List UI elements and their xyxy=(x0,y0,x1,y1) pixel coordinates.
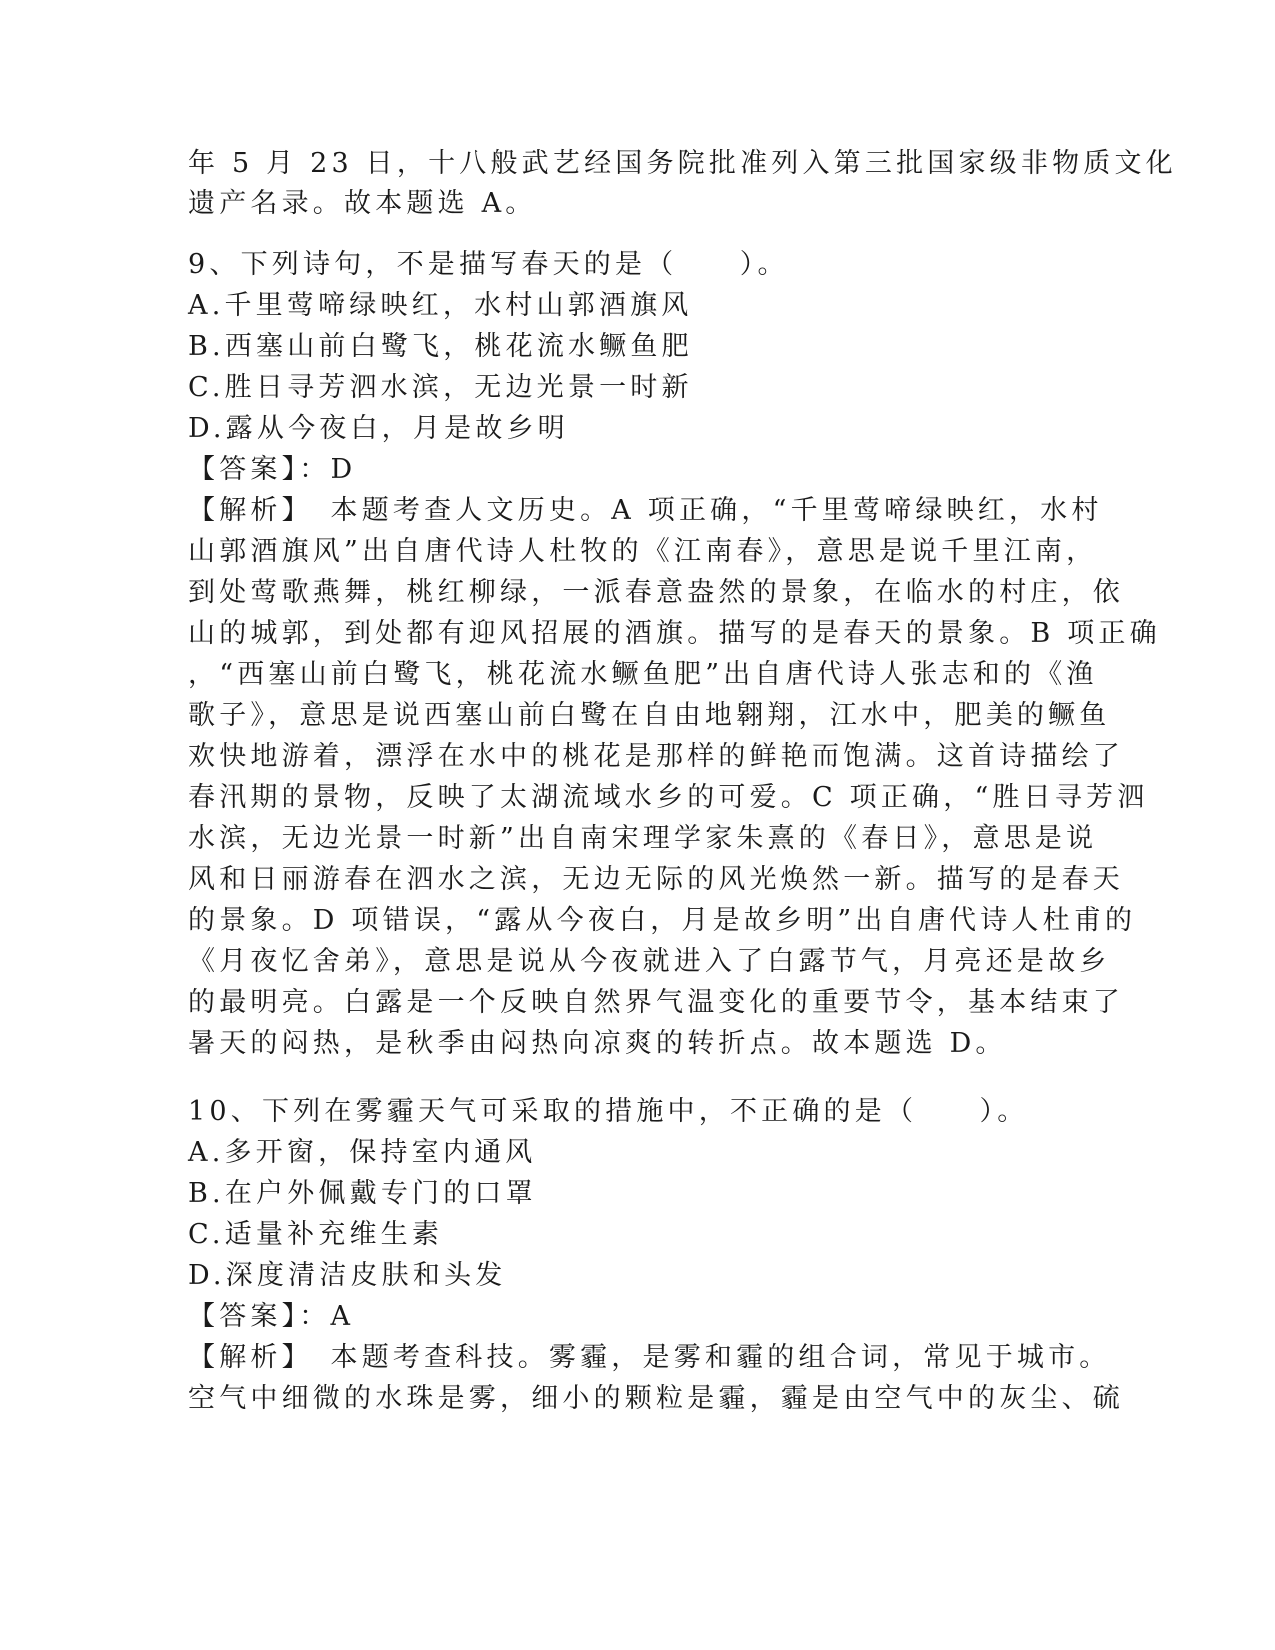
text-line: 山郭酒旗风”出自唐代诗人杜牧的《江南春》，意思是说千里江南， xyxy=(188,536,1098,567)
question-10-option-d: D.深度清洁皮肤和头发 xyxy=(188,1260,507,1291)
text-line: 风和日丽游春在泗水之滨，无边无际的风光焕然一新。描写的是春天 xyxy=(188,864,1124,895)
text-line: 水滨，无边光景一时新”出自南宋理学家朱熹的《春日》，意思是说 xyxy=(188,823,1098,854)
question-10-option-b: B.在户外佩戴专门的口罩 xyxy=(188,1178,537,1209)
question-10-explanation: 【解析】 本题考查科技。雾霾，是雾和霾的组合词，常见于城市。 xyxy=(188,1342,1111,1373)
text-line: 暑天的闷热，是秋季由闷热向凉爽的转折点。故本题选 D。 xyxy=(188,1028,1007,1059)
text-line: 歌子》，意思是说西塞山前白鹭在自由地翱翔，江水中，肥美的鳜鱼 xyxy=(188,700,1111,731)
text-line: ，“西塞山前白鹭飞，桃花流水鳜鱼肥”出自唐代诗人张志和的《渔 xyxy=(188,659,1098,690)
text-line: 山的城郭，到处都有迎风招展的酒旗。描写的是春天的景象。B 项正确 xyxy=(188,618,1161,649)
question-9-option-c: C.胜日寻芳泗水滨，无边光景一时新 xyxy=(188,372,693,403)
question-9-stem: 9、下列诗句，不是描写春天的是（ ）。 xyxy=(188,249,789,280)
text-line: 的最明亮。白露是一个反映自然界气温变化的重要节令，基本结束了 xyxy=(188,987,1124,1018)
question-9-answer: 【答案】：D xyxy=(188,454,357,485)
question-9-option-a: A.千里莺啼绿映红，水村山郭酒旗风 xyxy=(188,290,693,321)
text-line: 春汛期的景物，反映了太湖流域水乡的可爱。C 项正确，“胜日寻芳泗 xyxy=(188,782,1149,813)
question-9-explanation: 【解析】 本题考查人文历史。A 项正确，“千里莺啼绿映红，水村 xyxy=(188,495,1103,526)
question-9-option-b: B.西塞山前白鹭飞，桃花流水鳜鱼肥 xyxy=(188,331,693,362)
text-line: 年 5 月 23 日，十八般武艺经国务院批准列入第三批国家级非物质文化 xyxy=(188,148,1177,179)
question-9-option-d: D.露从今夜白，月是故乡明 xyxy=(188,413,569,444)
text-line: 到处莺歌燕舞，桃红柳绿，一派春意盎然的景象，在临水的村庄，依 xyxy=(188,577,1124,608)
text-line: 《月夜忆舍弟》，意思是说从今夜就进入了白露节气，月亮还是故乡 xyxy=(188,946,1111,977)
text-line: 空气中细微的水珠是雾，细小的颗粒是霾，霾是由空气中的灰尘、硫 xyxy=(188,1383,1124,1414)
question-10-option-a: A.多开窗，保持室内通风 xyxy=(188,1137,537,1168)
question-10-answer: 【答案】：A xyxy=(188,1301,355,1332)
text-line: 欢快地游着，漂浮在水中的桃花是那样的鲜艳而饱满。这首诗描绘了 xyxy=(188,741,1124,772)
text-line: 遗产名录。故本题选 A。 xyxy=(188,188,537,219)
text-line: 的景象。D 项错误，“露从今夜白，月是故乡明”出自唐代诗人杜甫的 xyxy=(188,905,1137,936)
question-10-option-c: C.适量补充维生素 xyxy=(188,1219,444,1250)
question-10-stem: 10、下列在雾霾天气可采取的措施中，不正确的是（ ）。 xyxy=(188,1096,1029,1127)
